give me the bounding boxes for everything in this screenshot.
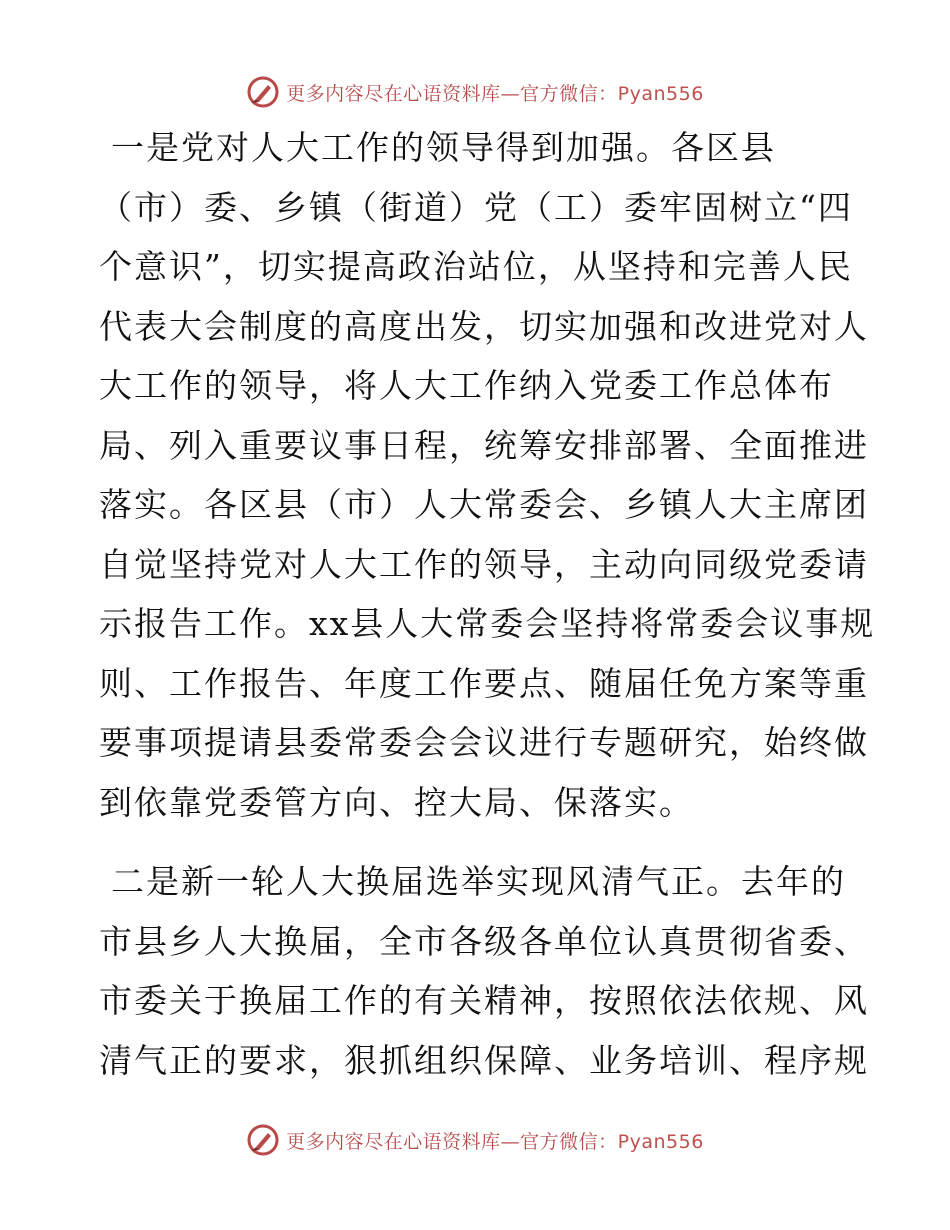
watermark-text: 更多内容尽在心语资料库—官方微信：Pyan556 bbox=[286, 82, 704, 105]
text-line: 代表大会制度的高度出发，切实加强和改进党对人 bbox=[99, 306, 869, 346]
text-line: 大工作的领导，将人大工作纳入党委工作总体布 bbox=[99, 366, 834, 405]
watermark-wechat-id: Pyan556 bbox=[617, 1130, 704, 1153]
text-line: 局、列入重要议事日程，统筹安排部署、全面推进 bbox=[99, 425, 869, 465]
document-body bbox=[99, 118, 876, 1090]
text-line: 市县乡人大换届，全市各级各单位认真贯彻省委、 bbox=[99, 921, 869, 961]
text-line: 要事项提请县委常委会会议进行专题研究，始终做 bbox=[99, 723, 869, 762]
pen-nib-logo-icon bbox=[246, 75, 280, 109]
text-line: （市）委、乡镇（街道）党（工）委牢固树立“四 bbox=[99, 187, 853, 227]
text-line: 落实。各区县（市）人大常委会、乡镇人大主席团 bbox=[99, 485, 869, 524]
footer-watermark bbox=[0, 1120, 950, 1160]
header-watermark bbox=[0, 72, 950, 112]
text-line: 示报告工作。xx县人大常委会坚持将常委会议事规 bbox=[99, 604, 876, 643]
pen-nib-logo-icon bbox=[246, 1123, 280, 1157]
text-line: 清气正的要求，狠抓组织保障、业务培训、程序规 bbox=[99, 1040, 869, 1080]
text-line: 一是党对人大工作的领导得到加强。各区县 bbox=[111, 128, 776, 167]
text-line: 个意识”，切实提高政治站位，从坚持和完善人民 bbox=[99, 247, 853, 286]
text-line: 则、工作报告、年度工作要点、随届任免方案等重 bbox=[99, 663, 869, 703]
paragraph-2 bbox=[99, 852, 869, 1090]
paragraph-1 bbox=[99, 118, 876, 832]
text-line: 市委关于换届工作的有关精神，按照依法依规、风 bbox=[99, 981, 869, 1020]
text-line: 到依靠党委管方向、控大局、保落实。 bbox=[99, 782, 694, 822]
text-line: 二是新一轮人大换届选举实现风清气正。去年的 bbox=[111, 862, 846, 901]
watermark-wechat-id: Pyan556 bbox=[617, 82, 704, 105]
text-line: 自觉坚持党对人大工作的领导，主动向同级党委请 bbox=[99, 544, 869, 584]
watermark-text: 更多内容尽在心语资料库—官方微信：Pyan556 bbox=[286, 1130, 704, 1153]
